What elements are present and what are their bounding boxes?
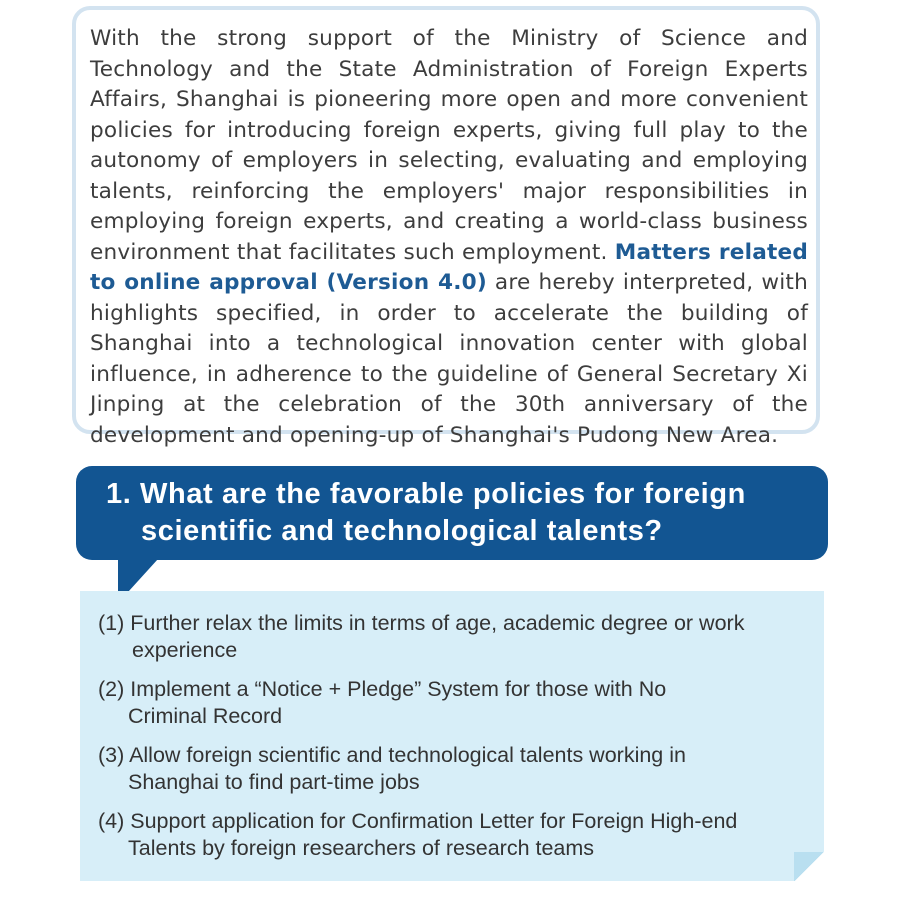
answer-item	[98, 742, 808, 796]
answer-item-line2: Criminal Record	[128, 704, 283, 728]
answer-item-line1: (4) Support application for Confirmation Letter for Foreign High-end	[98, 809, 738, 833]
intro-highlight: Matters related to online approval (Version 4.0)	[90, 239, 808, 295]
answer-item-line2: experience	[132, 638, 238, 662]
answer-item-line1: (1) Further relax the limits in terms of age, academic degree or work	[98, 611, 745, 635]
question-title-line1: 1. What are the favorable policies for foreign	[106, 478, 746, 510]
intro-text-before: With the strong support of the Ministry of Science and Technology and the State Administration of Foreign Experts Affairs, Shanghai is pioneering more open and more convenient policies for introducing foreign experts, giving full play to the autonomy of employers in selecting, evaluating and employing talents, reinforcing the employers' major responsibilities in employing foreign experts, and creating a world-class business environment that facilitates such employment.	[90, 26, 808, 265]
answer-item-line2: Shanghai to find part-time jobs	[128, 770, 420, 794]
answer-item	[98, 808, 808, 862]
question-title-line2: scientific and technological talents?	[141, 515, 663, 547]
intro-text-after: are hereby interpreted, with highlights specified, in order to accelerate the building of Shanghai into a technological innovation center with global influence, in adherence to the guideline of General Secretary Xi Jinping at the celebration of the 30th anniversary of the development and opening-up of Shanghai's Pudong New Area.	[90, 270, 808, 448]
answer-item	[98, 610, 808, 664]
question-title	[106, 476, 816, 550]
answer-list	[98, 610, 808, 874]
answer-item-line1: (3) Allow foreign scientific and technological talents working in	[98, 743, 686, 767]
answer-item-line1: (2) Implement a “Notice + Pledge” System for those with No	[98, 677, 667, 701]
answer-item	[98, 676, 808, 730]
answer-item-line2: Talents by foreign researchers of research teams	[128, 836, 595, 860]
intro-paragraph	[90, 24, 808, 451]
